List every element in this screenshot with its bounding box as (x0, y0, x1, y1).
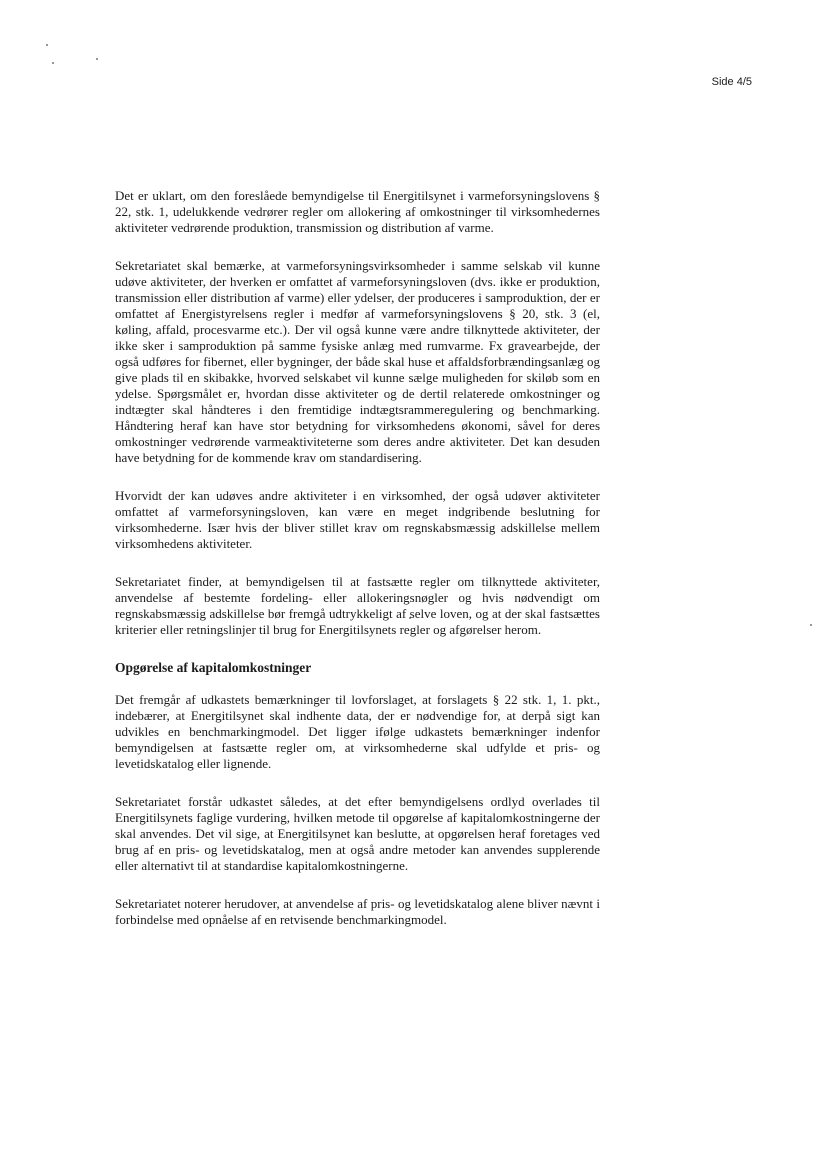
scan-speck (96, 58, 98, 60)
scan-speck (52, 62, 54, 64)
paragraph: Det fremgår af udkastets bemærkninger til lovforslaget, at forslagets § 22 stk. 1, 1. pkt., indebærer, at Energitilsynet skal indhente data, der er nødvendige for, at derpå sigt kan udvikles en benchmarkingmodel. Det ligger ifølge udkastets bemærkninger indenfor bemyndigelsen at fastsætte regler om, at virksomhederne skal udfylde et pris- og levetidskatalog eller lignende. (115, 692, 600, 771)
page-number: Side 4/5 (711, 76, 752, 88)
paragraph: Det er uklart, om den foreslåede bemyndigelse til Energitilsynet i varmeforsyningslovens § 22, stk. 1, udelukkende vedrører regler om allokering af omkostninger til virksomhedernes aktiviteter vedrørende produktion, transmission og distribution af varme. (115, 188, 600, 235)
section-heading: Opgørelse af kapitalomkostninger (115, 660, 312, 675)
paragraph: Sekretariatet skal bemærke, at varmeforsyningsvirksomheder i samme selskab vil kunne udøve aktiviteter, der hverken er omfattet af varmeforsyningsloven (dvs. ikke er produktion, transmission eller distribution af varme) eller ydelser, der produceres i samproduktion, der er omfattet af Energistyrelsens regler i medfør af varmeforsyningslovens § 20, stk. 3 (el, køling, affald, procesvarme etc.). Der vil også kunne være andre tilknyttede aktiviteter, der ikke sker i samproduktion på samme fysiske anlæg med rumvarme. Fx gravearbejde, der også udføres for fibernet, eller bygninger, der både skal huse et affaldsforbrændingsanlæg og give plads til en skibakke, hvorved selskabet vil kunne sælge muligheden for skiløb som en ydelse. Spørgsmålet er, hvordan disse aktiviteter og de dertil relaterede omkostninger og indtægter skal håndteres i den fremtidige indtægtsrammeregulering og benchmarking. Håndtering heraf kan have stor betydning for virksomhedens økonomi, såvel for deres omkostninger vedrørende varmeaktiviteterne som deres andre aktiviteter. Det kan desuden have betydning for de kommende krav om standardisering. (115, 258, 600, 465)
paragraph: Sekretariatet forstår udkastet således, at det efter bemyndigelsens ordlyd overlades til Energitilsynets faglige vurdering, hvilken metode til opgørelse af kapitalomkostningerne der skal anvendes. Det vil sige, at Energitilsynet kan beslutte, at opgørelsen heraf foretages ved brug af en pris- og levetidskatalog, men at også andre metoder kan anvendes supplerende eller alternativt til at standardise kapitalomkostningerne. (115, 794, 600, 873)
paragraph: Sekretariatet noterer herudover, at anvendelse af pris- og levetidskatalog alene bliver nævnt i forbindelse med opnåelse af en retvisende benchmarkingmodel. (115, 896, 600, 927)
paragraph: Sekretariatet finder, at bemyndigelsen til at fastsætte regler om tilknyttede aktiviteter, anvendelse af bestemte fordeling- eller allokeringsnøgler og hvis nødvendigt om regnskabsmæssig adskillelse bør fremgå udtrykkeligt af selve loven, og at der skal fastsættes kriterier eller retningslinjer til brug for Energitilsynets regler og afgørelser herom. (115, 574, 600, 637)
paragraph: Hvorvidt der kan udøves andre aktiviteter i en virksomhed, der også udøver aktiviteter omfattet af varmeforsyningsloven, kan være en meget indgribende beslutning for virksomhederne. Især hvis der bliver stillet krav om regnskabsmæssig adskillelse mellem virksomhedens aktiviteter. (115, 488, 600, 551)
scan-speck (46, 44, 48, 46)
document-body (115, 188, 600, 950)
scan-speck (810, 624, 812, 626)
